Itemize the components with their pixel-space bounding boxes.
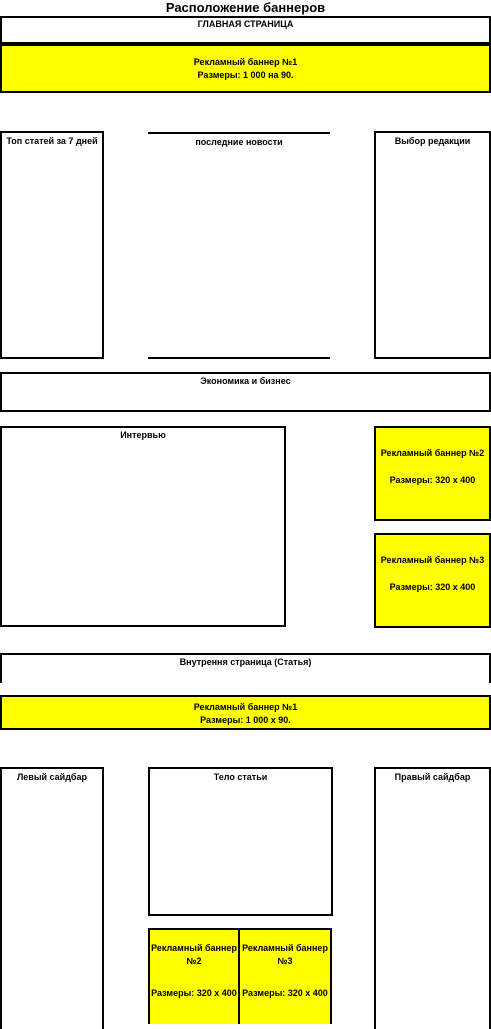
home-banner-3-size: Размеры: 320 х 400 (389, 582, 476, 592)
home-latest-news-label: последние новости (195, 137, 283, 147)
article-right-sidebar-box (374, 767, 491, 1029)
home-latest-news-bottom-line (148, 357, 330, 359)
article-body-box (148, 767, 333, 916)
article-banner-3-size: Размеры: 320 х 400 (242, 988, 328, 998)
article-left-sidebar-box (0, 767, 104, 1029)
article-banner-2-number: №2 (186, 956, 202, 966)
home-interview-box (0, 426, 286, 627)
home-editors-choice-box (374, 131, 491, 359)
home-header-label: ГЛАВНАЯ СТРАНИЦА (197, 19, 294, 29)
article-banner-2-size: Размеры: 320 х 400 (151, 988, 237, 998)
home-top-articles-label: Топ статей за 7 дней (6, 136, 98, 146)
diagram-title: Расположение баннеров (165, 0, 326, 15)
article-body-label: Тело статьи (213, 772, 268, 782)
home-banner-1-title: Рекламный баннер №1 (193, 57, 298, 67)
home-top-articles-box (0, 131, 104, 359)
article-banner-3-number: №3 (277, 956, 293, 966)
article-left-sidebar-label: Левый сайдбар (16, 772, 87, 782)
home-interview-label: Интервью (120, 430, 166, 440)
article-banner-1-size: Размеры: 1 000 х 90. (200, 715, 291, 725)
article-banner-2-title: Рекламный баннер (151, 943, 237, 953)
article-right-sidebar-label: Правый сайдбар (394, 772, 471, 782)
article-banner-2 (148, 928, 240, 1024)
home-banner-2-size: Размеры: 320 х 400 (389, 475, 476, 485)
article-banner-3 (238, 928, 332, 1024)
home-latest-news-top-line (148, 132, 330, 134)
home-banner-3-title: Рекламный баннер №3 (380, 555, 485, 565)
home-editors-choice-label: Выбор редакции (394, 136, 471, 146)
article-header-label: Внутрення страница (Статья) (179, 657, 312, 667)
home-economy-label: Экономика и бизнес (200, 376, 291, 386)
home-banner-1-size: Размеры: 1 000 на 90. (197, 70, 294, 80)
article-banner-3-title: Рекламный баннер (242, 943, 328, 953)
article-banner-1-title: Рекламный баннер №1 (193, 702, 298, 712)
home-banner-2-title: Рекламный баннер №2 (380, 448, 485, 458)
